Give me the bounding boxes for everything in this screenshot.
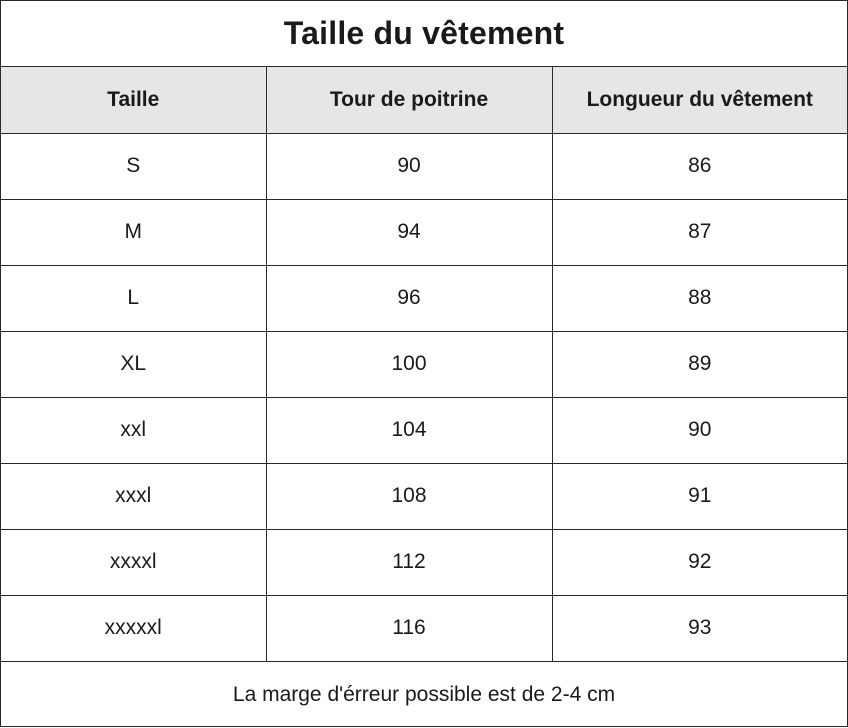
cell-size: XL	[1, 331, 266, 397]
cell-size: S	[1, 133, 266, 199]
cell-length: 90	[552, 397, 847, 463]
cell-length: 87	[552, 199, 847, 265]
cell-chest: 94	[266, 199, 552, 265]
cell-chest: 112	[266, 529, 552, 595]
table-row	[1, 463, 847, 529]
table-header-row	[1, 67, 847, 133]
table-row	[1, 199, 847, 265]
cell-chest: 108	[266, 463, 552, 529]
cell-size: M	[1, 199, 266, 265]
chart-title: Taille du vêtement	[1, 1, 847, 67]
size-table	[1, 67, 847, 662]
table-row	[1, 133, 847, 199]
header-chest: Tour de poitrine	[266, 67, 552, 133]
table-row	[1, 265, 847, 331]
cell-chest: 100	[266, 331, 552, 397]
cell-length: 86	[552, 133, 847, 199]
table-row	[1, 529, 847, 595]
cell-length: 93	[552, 595, 847, 661]
header-length: Longueur du vêtement	[552, 67, 847, 133]
error-margin-note: La marge d'érreur possible est de 2-4 cm	[232, 682, 616, 706]
cell-chest: 116	[266, 595, 552, 661]
cell-length: 88	[552, 265, 847, 331]
table-row	[1, 595, 847, 661]
cell-size: xxxl	[1, 463, 266, 529]
table-row	[1, 331, 847, 397]
cell-length: 92	[552, 529, 847, 595]
header-size: Taille	[1, 67, 266, 133]
cell-size: xxl	[1, 397, 266, 463]
cell-size: L	[1, 265, 266, 331]
cell-size: xxxxxl	[1, 595, 266, 661]
table-row	[1, 397, 847, 463]
cell-chest: 90	[266, 133, 552, 199]
cell-chest: 104	[266, 397, 552, 463]
cell-size: xxxxl	[1, 529, 266, 595]
cell-length: 89	[552, 331, 847, 397]
cell-chest: 96	[266, 265, 552, 331]
cell-length: 91	[552, 463, 847, 529]
